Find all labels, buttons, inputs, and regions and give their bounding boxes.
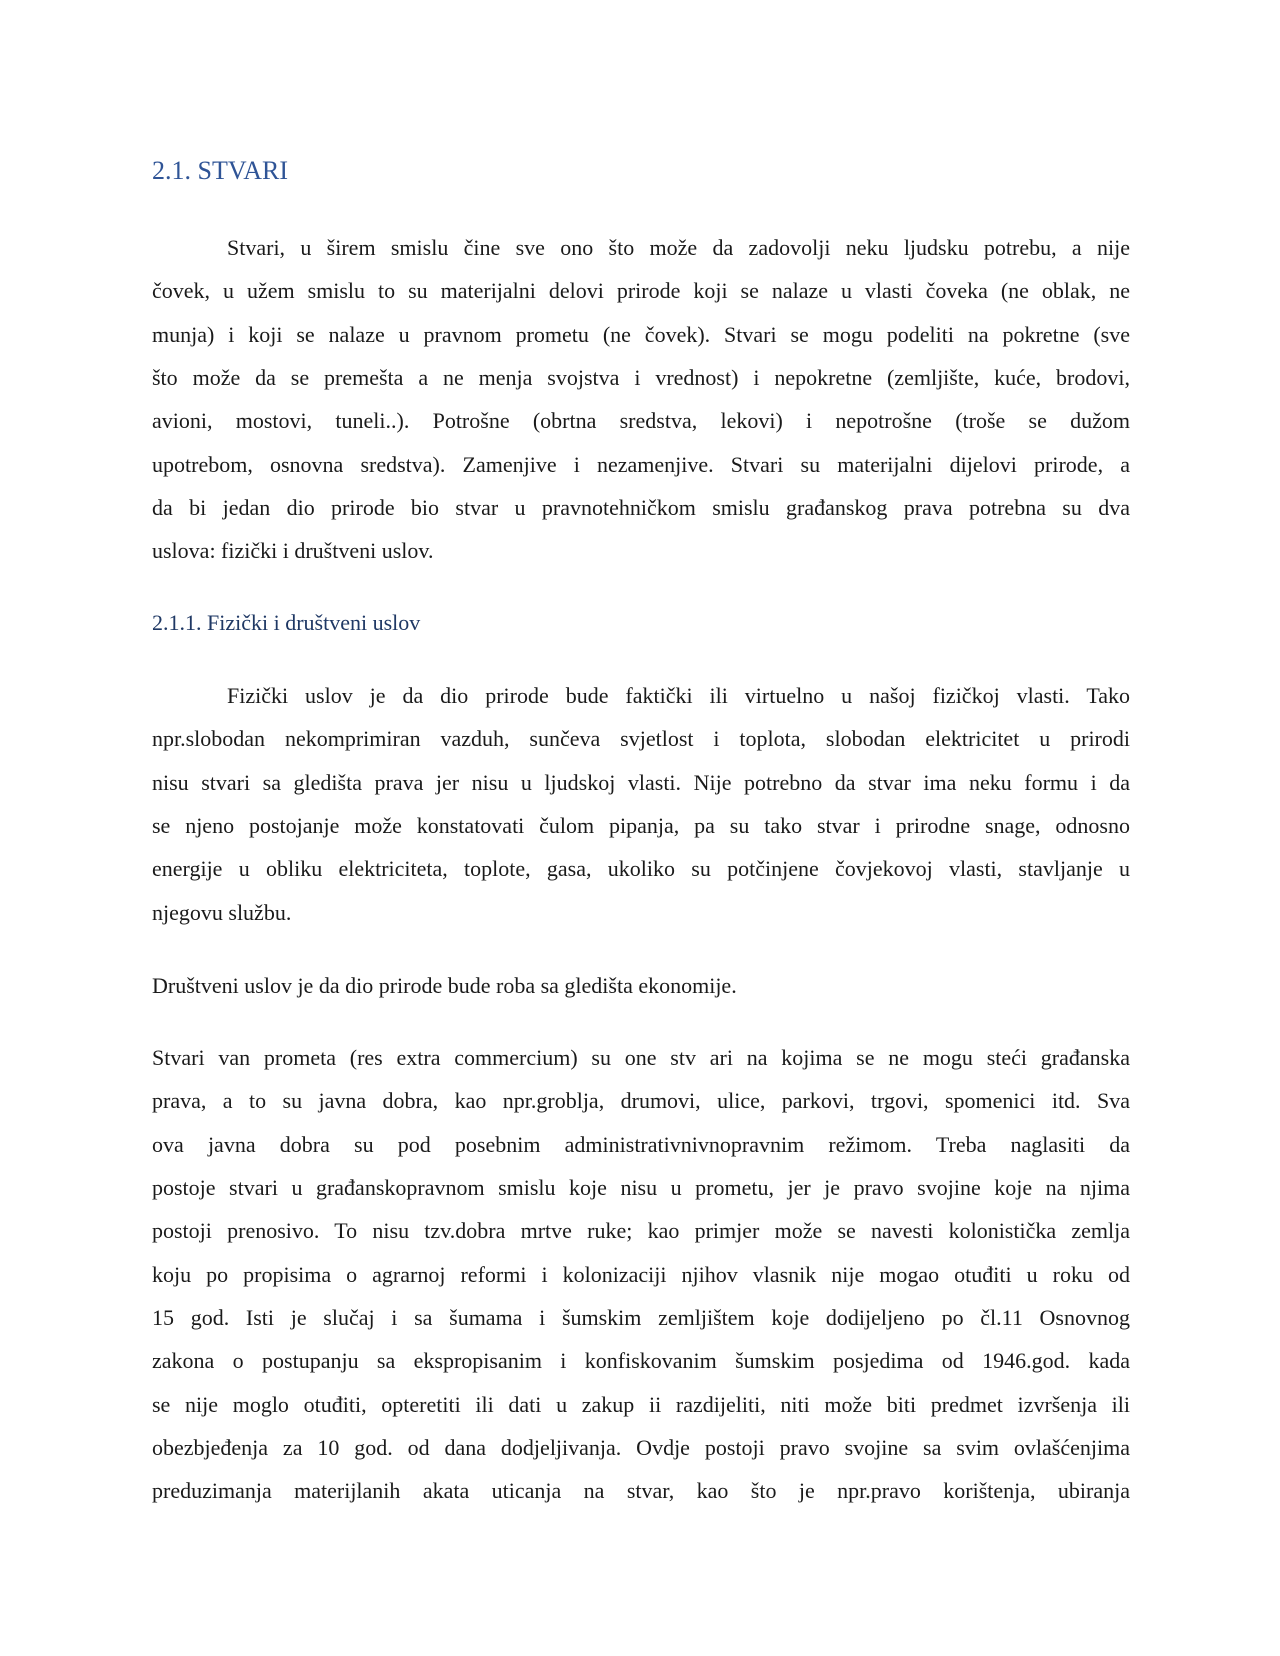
text-line: koju po propisima o agrarnoj reformi i kolonizaciji njihov vlasnik nije mogao otuđiti u roku od (152, 1261, 1130, 1287)
text-line: Stvari, u širem smislu čine sve ono što može da zadovolji neku ljudsku potrebu, a nije (227, 235, 1130, 260)
text-line: preduzimanja materijlanih akata uticanja na stvar, kao što je npr.pravo korištenja, ubiranja (152, 1478, 1130, 1504)
text-line: čovek, u užem smislu to su materijalni delovi prirode koji se nalaze u vlasti čoveka (ne oblak, ne (152, 278, 1130, 304)
text-line: nisu stvari sa gledišta prava jer nisu u ljudskoj vlasti. Nije potrebno da stvar ima neku formu i da (152, 769, 1130, 795)
text-line: obezbjeđenja za 10 god. od dana dodjeljivanja. Ovdje postoji pravo svojine sa svim ovlašćenjima (152, 1435, 1130, 1461)
subsection-heading-fizicki-i-drustveni-uslov: 2.1.1. Fizički i društveni uslov (152, 610, 421, 635)
text-line: prava, a to su javna dobra, kao npr.groblja, drumovi, ulice, parkovi, trgovi, spomenici itd. Sva (152, 1088, 1130, 1114)
text-line: avioni, mostovi, tuneli..). Potrošne (obrtna sredstva, lekovi) i nepotrošne (troše se dužom (152, 408, 1130, 434)
text-line: zakona o postupanju sa ekspropisanim i konfiskovanim šumskim posjedima od 1946.god. kada (152, 1348, 1130, 1374)
text-line: da bi jedan dio prirode bio stvar u pravnotehničkom smislu građanskog prava potrebna su dva (152, 495, 1130, 521)
text-line: npr.slobodan nekomprimiran vazduh, sunčeva svjetlost i toplota, slobodan elektricitet u prirodi (152, 726, 1130, 752)
text-line: postoje stvari u građanskopravnom smislu koje nisu u prometu, jer je pravo svojine koje na njima (152, 1175, 1130, 1201)
text-line: Stvari van prometa (res extra commercium) su one stv ari na kojima se ne mogu steći građanska (152, 1045, 1130, 1070)
text-line: što može da se premešta a ne menja svojstva i vrednost) i nepokretne (zemljište, kuće, brodovi, (152, 365, 1130, 391)
paragraph-fizicki-uslov (152, 674, 1130, 934)
text-line: upotrebom, osnovna sredstva). Zamenjive i nezamenjive. Stvari su materijalni dijelovi prirode, a (152, 451, 1130, 477)
text-line: se nije moglo otuđiti, opteretiti ili dati u zakup ii razdijeliti, niti može biti predmet izvršenja ili (152, 1391, 1130, 1417)
paragraph-stvari-definition (152, 226, 1130, 573)
text-line: se njeno postojanje može konstatovati čulom pipanja, pa su tako stvar i prirodne snage, odnosno (152, 813, 1130, 839)
section-heading-stvari: 2.1. STVARI (152, 156, 289, 185)
text-line: Društveni uslov je da dio prirode bude roba sa gledišta ekonomije. (152, 973, 737, 998)
text-line: 15 god. Isti je slučaj i sa šumama i šumskim zemljištem koje dodijeljeno po čl.11 Osnovnog (152, 1305, 1130, 1331)
paragraph-drustveni-uslov (152, 964, 1130, 1007)
text-line: Fizički uslov je da dio prirode bude faktički ili virtuelno u našoj fizičkoj vlasti. Tako (227, 683, 1130, 708)
text-line: ova javna dobra su pod posebnim administrativnivnopravnim režimom. Treba naglasiti da (152, 1131, 1130, 1157)
text-line: postoji prenosivo. To nisu tzv.dobra mrtve ruke; kao primjer može se navesti kolonistička zemlja (152, 1218, 1130, 1244)
text-line: njegovu službu. (152, 899, 292, 925)
paragraph-stvari-van-prometa (152, 1036, 1130, 1513)
text-line: energije u obliku elektriciteta, toplote, gasa, ukoliko su potčinjene čovjekovoj vlasti, stavljanje u (152, 856, 1130, 882)
text-line: uslova: fizički i društveni uslov. (152, 538, 434, 564)
text-line: munja) i koji se nalaze u pravnom prometu (ne čovek). Stvari se mogu podeliti na pokretne (sve (152, 321, 1130, 347)
